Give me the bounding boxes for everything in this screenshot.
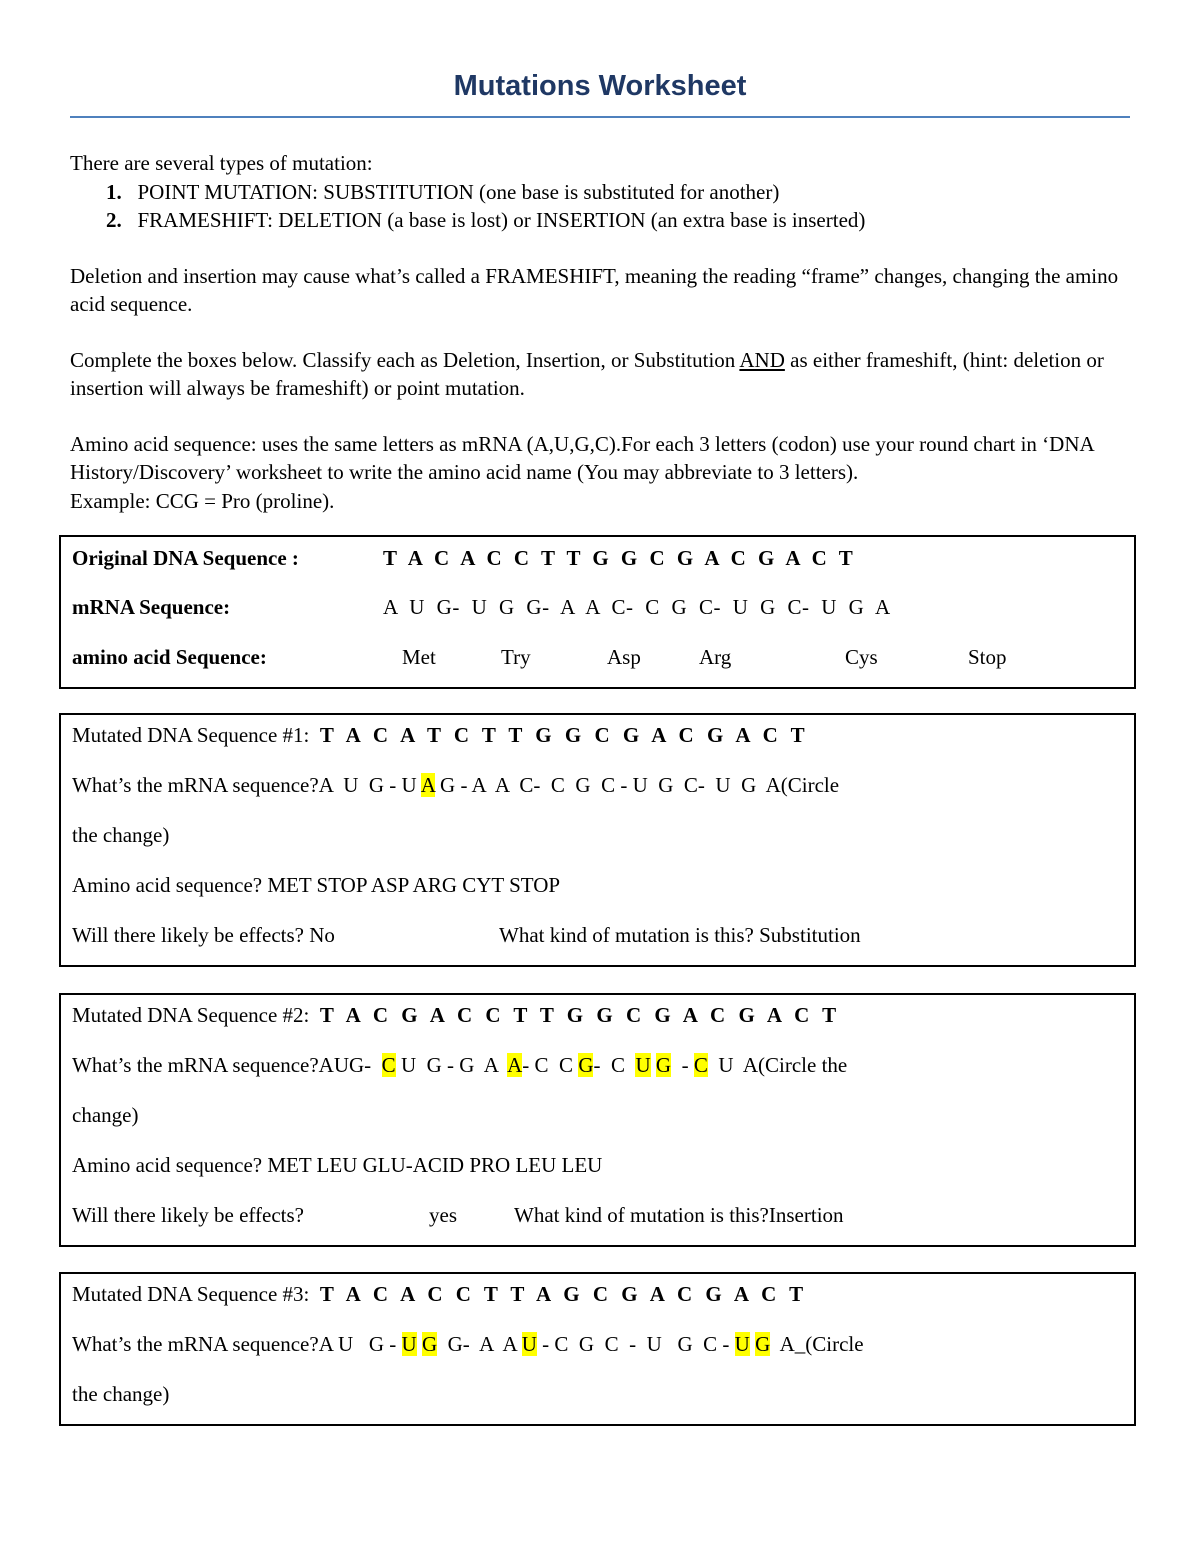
mrna-segment: A U G - U: [318, 773, 421, 797]
highlighted-base: C: [381, 1053, 396, 1077]
mut3-dna-line: [72, 1282, 804, 1307]
mut1-dna-sequence: T A C A T C T T G G C G A C G A C T: [319, 723, 806, 747]
mut2-kind-question: What kind of mutation is this?Insertion: [514, 1203, 844, 1227]
mut2-mrna-question: What’s the mRNA sequence?AUG-: [72, 1053, 382, 1077]
highlighted-base: C: [693, 1053, 708, 1077]
amino-acid: Asp: [607, 645, 641, 669]
mut2-mrna-line: [72, 1053, 847, 1078]
mut1-amino-line: Amino acid sequence? MET STOP ASP ARG CYT STOP: [72, 873, 561, 897]
mrna-segment: U G - G A: [395, 1053, 508, 1077]
mut1-circle-note: (Circle: [780, 773, 840, 797]
mut1-kind-question: What kind of mutation is this? Substitution: [499, 923, 861, 947]
mutation-types-list: [70, 178, 1140, 235]
example-line: Example: CCG = Pro (proline).: [70, 488, 335, 513]
mut1-mrna-question: What’s the mRNA sequence?: [72, 773, 319, 797]
original-dna-sequence: T A C A C C T T G G C G A C G A C T: [383, 546, 854, 570]
mut2-circle-note: (Circle the: [758, 1053, 848, 1077]
original-amino-label: amino acid Sequence:: [72, 645, 267, 669]
mrna-segment: -: [671, 1053, 694, 1077]
title-rule: [70, 116, 1130, 118]
mutation-1-box: [59, 713, 1136, 967]
mut1-effects-question: Will there likely be effects? No: [72, 923, 335, 947]
highlighted-base: G: [755, 1332, 771, 1356]
instructions-paragraph: [70, 346, 1140, 403]
mrna-segment: A U G -: [318, 1332, 402, 1356]
mut3-dna-sequence: T A C A C C T T A G C G A C G A C T: [319, 1282, 804, 1306]
original-mrna-label: mRNA Sequence:: [72, 595, 231, 619]
mut3-mrna-answer: [319, 1332, 806, 1356]
mut2-circle-note-cont: change): [72, 1103, 139, 1127]
highlighted-base: G: [578, 1053, 594, 1077]
amino-acid: Arg: [699, 645, 732, 669]
frameshift-paragraph: Deletion and insertion may cause what’s called a FRAMESHIFT, meaning the reading “frame” changes, changing the amino acid sequence.: [70, 263, 1119, 316]
mut3-mrna-line: [72, 1332, 864, 1357]
mut2-dna-line: [72, 1003, 837, 1028]
mrna-segment: - C G C - U G C -: [536, 1332, 735, 1356]
highlighted-base: U: [521, 1332, 537, 1356]
mut3-circle-note: (Circle: [805, 1332, 864, 1356]
mut1-dna-label: Mutated DNA Sequence #1:: [72, 723, 310, 747]
list-number: 2.: [106, 208, 122, 232]
instructions-text: Complete the boxes below. Classify each as Deletion, Insertion, or Substitution: [70, 347, 740, 372]
mrna-segment: - C C: [522, 1053, 579, 1077]
mut2-dna-sequence: T A C G A C C T T G G C G A C G A C T: [319, 1003, 837, 1027]
list-number: 1.: [106, 179, 122, 204]
mutation-type-item: [106, 206, 1140, 235]
mut1-mrna-line: [72, 773, 839, 798]
amino-acid: Met: [402, 645, 436, 669]
original-mrna-sequence: A U G- U G G- A A C- C G C- U G C- U G A: [383, 595, 891, 619]
amino-acid: Stop: [968, 645, 1007, 669]
mut1-dna-line: [72, 723, 805, 748]
original-dna-label: Original DNA Sequence :: [72, 546, 299, 570]
mut2-effects-answer: yes: [429, 1203, 457, 1227]
highlighted-base: A: [420, 773, 435, 797]
instructions-text-post: as either frameshift, (hint: deletion or insertion will always be frameshift) or point mutation.: [70, 347, 1104, 400]
mut2-mrna-answer: [382, 1053, 758, 1077]
intro-section: [70, 149, 1140, 515]
mutation-type-item: [106, 178, 1140, 207]
highlighted-base: A: [507, 1053, 523, 1077]
mutation-3-box: [59, 1272, 1136, 1426]
types-lead: There are several types of mutation:: [70, 151, 373, 175]
mut1-mrna-answer: [319, 773, 781, 797]
amino-paragraph: Amino acid sequence: uses the same letters as mRNA (A,U,G,C).For each 3 letters (codon) use your round chart in ‘DNA History/Discovery’ worksheet to write the amino acid name (You may abbreviate to 3 letters).: [70, 431, 1094, 484]
mut3-mrna-question: What’s the mRNA sequence?: [72, 1332, 319, 1356]
mrna-segment: U A: [707, 1053, 759, 1077]
mut2-dna-label: Mutated DNA Sequence #2:: [72, 1003, 310, 1027]
mut3-circle-note-cont: the change): [72, 1382, 170, 1406]
mrna-segment: - C: [593, 1053, 636, 1077]
amino-acid: Try: [501, 645, 531, 669]
list-text: POINT MUTATION: SUBSTITUTION (one base is substituted for another): [137, 179, 780, 204]
amino-acid: Cys: [845, 645, 878, 669]
mut1-circle-note-cont: the change): [72, 823, 170, 847]
highlighted-base: G: [421, 1332, 438, 1356]
mut2-effects-question: Will there likely be effects?: [72, 1203, 304, 1227]
mrna-segment: G- A A: [437, 1332, 522, 1356]
list-text: FRAMESHIFT: DELETION (a base is lost) or INSERTION (an extra base is inserted): [137, 208, 866, 232]
mut3-dna-label: Mutated DNA Sequence #3:: [72, 1282, 310, 1306]
highlighted-base: U: [401, 1332, 417, 1356]
original-sequence-box: [59, 535, 1136, 689]
mrna-segment: G - A A C- C G C - U G C- U G A: [434, 773, 781, 797]
highlighted-base: U: [734, 1332, 750, 1356]
and-underlined: AND: [739, 347, 785, 372]
mutation-2-box: [59, 993, 1136, 1247]
highlighted-base: U: [635, 1053, 651, 1077]
mrna-segment: A_: [770, 1332, 806, 1356]
mut2-amino-line: Amino acid sequence? MET LEU GLU-ACID PRO LEU LEU: [72, 1153, 603, 1177]
highlighted-base: G: [655, 1053, 672, 1077]
page-title: Mutations Worksheet: [453, 70, 747, 102]
